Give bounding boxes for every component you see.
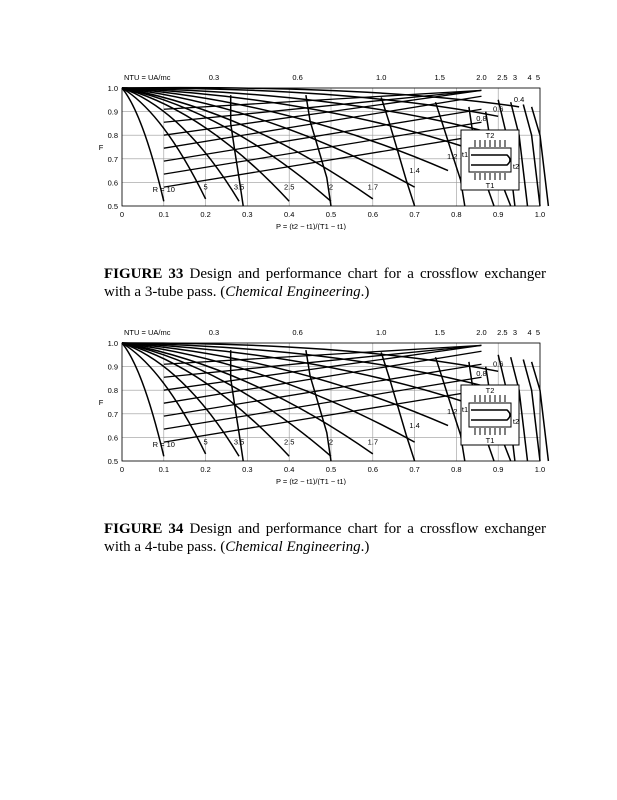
ntu-value-label: 2.5 xyxy=(497,328,508,337)
y-tick-label: 1.0 xyxy=(107,84,118,93)
chart-svg xyxy=(95,70,555,230)
x-tick-label: 0.1 xyxy=(158,465,170,474)
r-value-label: 0.6 xyxy=(492,359,504,369)
y-tick-label: 0.5 xyxy=(107,457,118,466)
x-tick-label: 0.9 xyxy=(492,465,504,474)
chart-svg xyxy=(95,325,555,485)
y-tick-label: 0.9 xyxy=(107,107,118,117)
x-tick-label: 0 xyxy=(119,210,125,219)
x-tick-label: 0.6 xyxy=(367,465,379,474)
chart-figure-33 xyxy=(95,70,555,230)
ntu-value-label: 0.6 xyxy=(292,328,303,337)
ntu-curve-1.0 xyxy=(381,352,414,461)
y-tick-label: 0.6 xyxy=(107,433,118,443)
r-value-label: R = 10 xyxy=(152,439,175,449)
y-tick-label: 0.8 xyxy=(107,131,118,141)
ntu-axis-label: NTU = UA/mc xyxy=(124,73,171,82)
ntu-value-label: 5 xyxy=(535,73,540,82)
iso-line xyxy=(164,96,482,148)
r-value-label: 2 xyxy=(328,182,334,192)
x-tick-label: 0.8 xyxy=(451,465,462,474)
inset-label-t2: t2 xyxy=(512,162,520,171)
x-tick-label: 0.4 xyxy=(283,210,295,219)
r-value-label: 1.4 xyxy=(409,420,420,430)
r-value-label: 5 xyxy=(203,437,208,447)
r-value-label: 0.4 xyxy=(513,95,525,105)
caption-source: Chemical Engineering xyxy=(225,539,361,555)
inset-label-T2: T2 xyxy=(485,131,495,140)
y-tick-label: 0.8 xyxy=(107,386,118,396)
inset-label-t2: t2 xyxy=(512,417,520,426)
x-tick-label: 0.5 xyxy=(325,465,337,474)
caption-text: Design and performance chart for a crossflow exchanger with a 4-tube pass. ( xyxy=(104,521,547,555)
x-tick-label: 0.3 xyxy=(242,465,253,474)
r-value-label: 2.5 xyxy=(283,437,295,447)
x-tick-label: 0.2 xyxy=(200,465,211,474)
r-value-label: 0.8 xyxy=(476,114,487,124)
ntu-axis-label: NTU = UA/mc xyxy=(124,328,171,337)
r-value-label: R = 10 xyxy=(152,184,175,194)
x-tick-label: 0.2 xyxy=(200,210,211,219)
x-tick-label: 0.4 xyxy=(283,465,295,474)
r-value-label: 2 xyxy=(328,437,334,447)
r-value-label: 1.4 xyxy=(409,165,420,175)
r-value-label: 5 xyxy=(203,182,208,192)
x-tick-label: 0.3 xyxy=(242,210,253,219)
ntu-value-label: 2.0 xyxy=(476,73,487,82)
ntu-value-label: 4 xyxy=(527,73,532,82)
y-tick-label: 0.6 xyxy=(107,178,118,188)
caption-tail: .) xyxy=(360,284,370,300)
ntu-value-label: 1.5 xyxy=(434,73,445,82)
ntu-value-label: 3 xyxy=(512,328,518,337)
x-tick-label: 0.7 xyxy=(409,465,420,474)
ntu-value-label: 5 xyxy=(535,328,540,337)
figure-caption xyxy=(104,520,546,556)
y-tick-label: 1.0 xyxy=(107,339,118,348)
r-value-label: 1.2 xyxy=(447,406,458,416)
r-value-label: 3.5 xyxy=(233,182,245,192)
r-value-label: 0.6 xyxy=(492,104,504,114)
r-value-label: 2.5 xyxy=(283,182,295,192)
ntu-value-label: 0.3 xyxy=(208,328,220,337)
x-tick-label: 0.8 xyxy=(451,210,462,219)
ntu-value-label: 1.0 xyxy=(375,328,387,337)
ntu-value-label: 0.6 xyxy=(292,73,303,82)
figure-label: FIGURE 33 xyxy=(104,266,184,282)
figure-caption xyxy=(104,265,546,301)
iso-line xyxy=(164,351,482,403)
y-axis-label: F xyxy=(98,143,104,152)
y-tick-label: 0.5 xyxy=(107,202,118,211)
x-tick-label: 0.6 xyxy=(367,210,379,219)
x-tick-label: 0.9 xyxy=(492,210,504,219)
ntu-value-label: 1.0 xyxy=(375,73,387,82)
x-axis-label: P = (t2 − t1)/(T1 − t1) xyxy=(275,477,347,485)
r-value-label: 1.2 xyxy=(447,151,458,161)
r-value-label: 0.8 xyxy=(476,369,487,379)
x-axis-label: P = (t2 − t1)/(T1 − t1) xyxy=(275,222,347,230)
caption-source: Chemical Engineering xyxy=(225,284,361,300)
ntu-curve-1.0 xyxy=(381,97,414,206)
inset-label-T2: T2 xyxy=(485,386,495,395)
x-tick-label: 1.0 xyxy=(534,465,546,474)
figure-label: FIGURE 34 xyxy=(104,521,184,537)
y-tick-label: 0.7 xyxy=(107,154,118,164)
ntu-value-label: 0.3 xyxy=(208,73,220,82)
x-tick-label: 1.0 xyxy=(534,210,546,219)
inset-label-t1: t1 xyxy=(461,405,469,414)
ntu-value-label: 1.5 xyxy=(434,328,445,337)
chart-figure-34 xyxy=(95,325,555,485)
ntu-value-label: 2.0 xyxy=(476,328,487,337)
ntu-value-label: 2.5 xyxy=(497,73,508,82)
inset-label-t1: t1 xyxy=(461,150,469,159)
y-tick-label: 0.9 xyxy=(107,362,118,372)
y-tick-label: 0.7 xyxy=(107,409,118,419)
r-value-label: 3.5 xyxy=(233,437,245,447)
x-tick-label: 0.1 xyxy=(158,210,170,219)
ntu-value-label: 3 xyxy=(512,73,518,82)
caption-text: Design and performance chart for a crossflow exchanger with a 3-tube pass. ( xyxy=(104,266,547,300)
x-tick-label: 0.7 xyxy=(409,210,420,219)
r-value-label: 1.7 xyxy=(367,437,379,447)
r-value-label: 1.7 xyxy=(367,182,379,192)
x-tick-label: 0.5 xyxy=(325,210,337,219)
x-tick-label: 0 xyxy=(119,465,125,474)
y-axis-label: F xyxy=(98,398,104,407)
ntu-value-label: 4 xyxy=(527,328,532,337)
inset-label-T1: T1 xyxy=(485,436,495,445)
inset-label-T1: T1 xyxy=(485,181,495,190)
caption-tail: .) xyxy=(360,539,370,555)
